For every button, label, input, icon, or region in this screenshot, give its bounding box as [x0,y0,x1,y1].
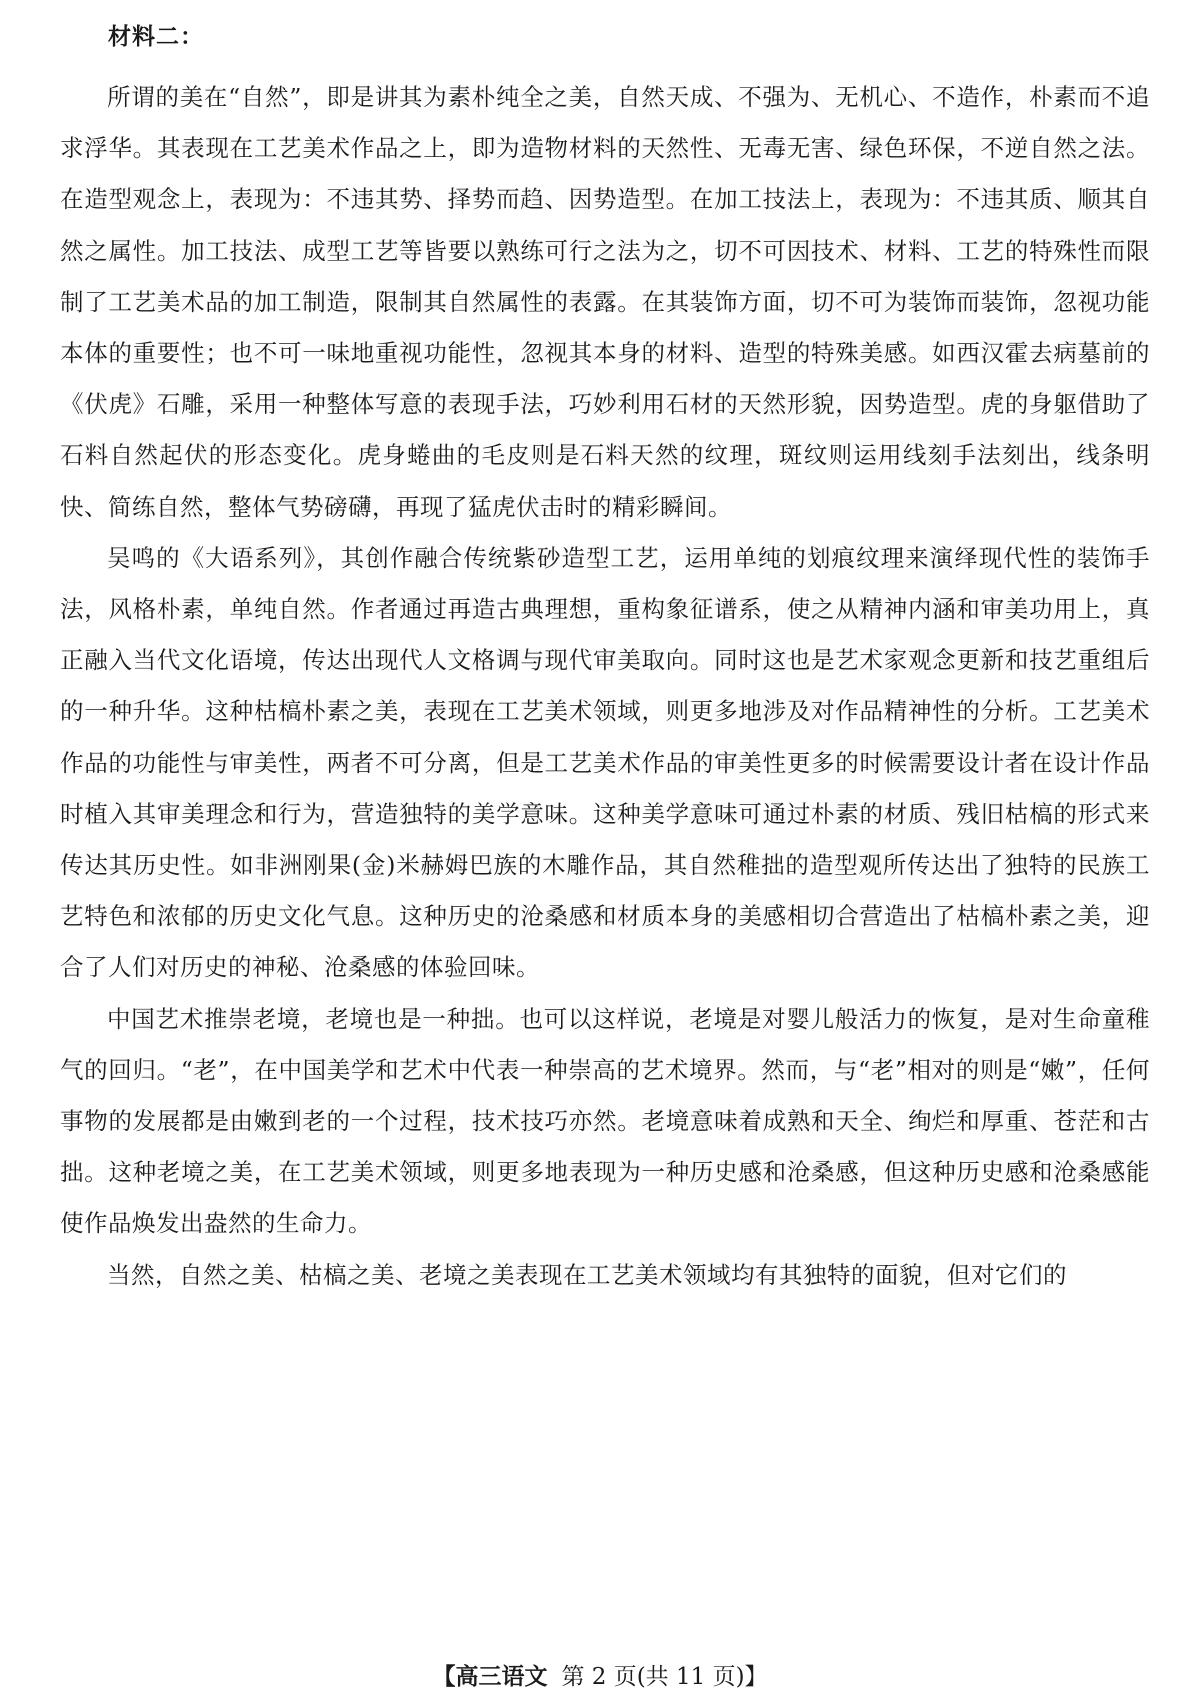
paragraph-3: 中国艺术推崇老境，老境也是一种拙。也可以这样说，老境是对婴儿般活力的恢复，是对生命童稚气的回归。“老”，在中国美学和艺术中代表一种崇高的艺术境界。然而，与“老”相对的则是“嫩”，任何事物的发展都是由嫩到老的一个过程，技术技巧亦然。老境意味着成熟和天全、绚烂和厚重、苍茫和古拙。这种老境之美，在工艺美术领域，则更多地表现为一种历史感和沧桑感，但这种历史感和沧桑感能使作品焕发出盎然的生命力。 [60,1004,1150,1238]
footer-page-number: 第 2 页(共 11 页)】 [561,1664,768,1690]
paragraph-2: 吴鸣的《大语系列》，其创作融合传统紫砂造型工艺，运用单纯的划痕纹理来演绎现代性的装饰手法，风格朴素，单纯自然。作者通过再造古典理想，重构象征谱系，使之从精神内涵和审美功用上，真正融入当代文化语境，传达出现代人文格调与现代审美取向。同时这也是艺术家观念更新和技艺重组后的一种升华。这种枯槁朴素之美，表现在工艺美术领域，则更多地涉及对作品精神性的分析。工艺美术作品的功能性与审美性，两者不可分离，但是工艺美术作品的审美性更多的时候需要设计者在设计作品时植入其审美理念和行为，营造独特的美学意味。这种美学意味可通过朴素的材质、残旧枯槁的形式来传达其历史性。如非洲刚果(金)米赫姆巴族的木雕作品，其自然稚拙的造型观所传达出了独特的民族工艺特色和浓郁的历史文化气息。这种历史的沧桑感和材质本身的美感相切合营造出了枯槁朴素之美，迎合了人们对历史的神秘、沧桑感的体验回味。 [60,543,1150,982]
page-footer [0,1660,1200,1694]
body-text [60,72,1150,1301]
footer-subject: 【高三语文 [432,1664,548,1690]
paragraph-4: 当然，自然之美、枯槁之美、老境之美表现在工艺美术领域均有其独特的面貌，但对它们的 [107,1260,1067,1289]
paragraph-1: 所谓的美在“自然”，即是讲其为素朴纯全之美，自然天成、不强为、无机心、不造作，朴素而不追求浮华。其表现在工艺美术作品之上，即为造物材料的天然性、无毒无害、绿色环保，不逆自然之法。在造型观念上，表现为：不违其势、择势而趋、因势造型。在加工技法上，表现为：不违其质、顺其自然之属性。加工技法、成型工艺等皆要以熟练可行之法为之，切不可因技术、材料、工艺的特殊性而限制了工艺美术品的加工制造，限制其自然属性的表露。在其装饰方面，切不可为装饰而装饰，忽视功能本体的重要性；也不可一味地重视功能性，忽视其本身的材料、造型的特殊美感。如西汉霍去病墓前的《伏虎》石雕，采用一种整体写意的表现手法，巧妙利用石材的天然形貌，因势造型。虎的身躯借助了石料自然起伏的形态变化。虎身蜷曲的毛皮则是石料天然的纹理，斑纹则运用线刻手法刻出，线条明快、简练自然，整体气势磅礴，再现了猛虎伏击时的精彩瞬间。 [60,83,1150,521]
section-title: 材料二： [108,24,204,50]
